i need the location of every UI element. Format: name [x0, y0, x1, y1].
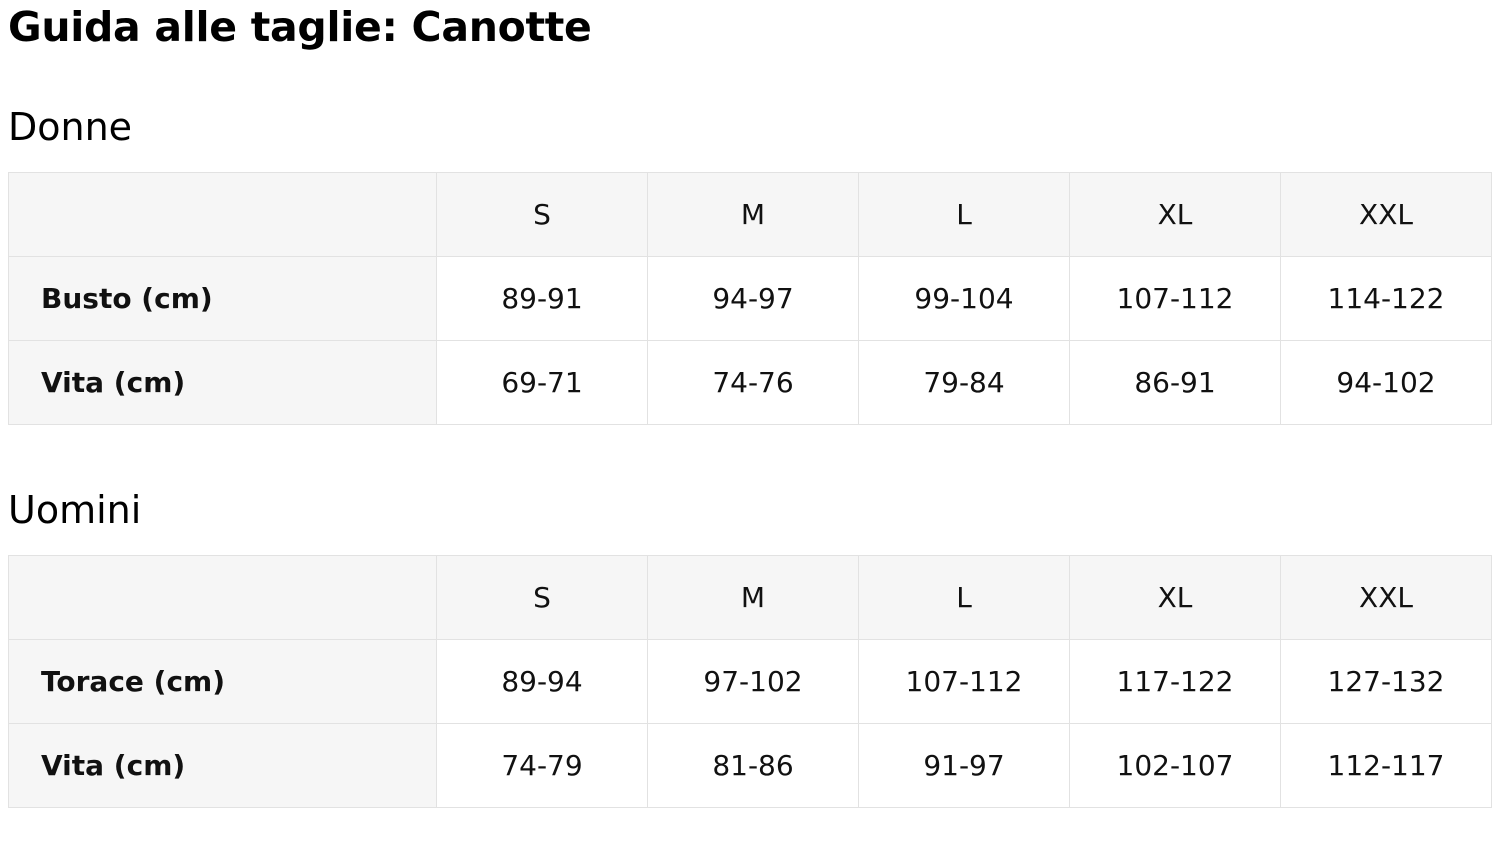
cell-bust-m: 94-97: [648, 257, 859, 341]
table-header-women: [9, 173, 1492, 257]
row-label-waist: Vita (cm): [9, 341, 437, 425]
row-label-chest: Torace (cm): [9, 640, 437, 724]
table-row: [9, 257, 1492, 341]
table-row: [9, 640, 1492, 724]
column-header-m: M: [648, 173, 859, 257]
cell-chest-xxl: 127-132: [1281, 640, 1492, 724]
cell-chest-l: 107-112: [859, 640, 1070, 724]
cell-chest-s: 89-94: [437, 640, 648, 724]
column-header-m: M: [648, 556, 859, 640]
cell-chest-m: 97-102: [648, 640, 859, 724]
column-header-xl: XL: [1070, 173, 1281, 257]
table-row: [9, 724, 1492, 808]
section-heading-men: Uomini: [8, 488, 142, 532]
page-title: Guida alle taglie: Canotte: [8, 3, 592, 51]
table-corner-cell: [9, 556, 437, 640]
table-header-row: [9, 556, 1492, 640]
table-row: [9, 341, 1492, 425]
size-table-women: [8, 172, 1492, 425]
cell-waist-xl: 102-107: [1070, 724, 1281, 808]
cell-waist-m: 74-76: [648, 341, 859, 425]
row-label-bust: Busto (cm): [9, 257, 437, 341]
cell-bust-l: 99-104: [859, 257, 1070, 341]
column-header-s: S: [437, 556, 648, 640]
cell-bust-xxl: 114-122: [1281, 257, 1492, 341]
table-body-women: [9, 257, 1492, 425]
column-header-xxl: XXL: [1281, 556, 1492, 640]
column-header-l: L: [859, 556, 1070, 640]
table-header-men: [9, 556, 1492, 640]
section-heading-women: Donne: [8, 105, 133, 149]
cell-bust-s: 89-91: [437, 257, 648, 341]
cell-waist-l: 91-97: [859, 724, 1070, 808]
table-header-row: [9, 173, 1492, 257]
cell-waist-xxl: 94-102: [1281, 341, 1492, 425]
column-header-xl: XL: [1070, 556, 1281, 640]
cell-waist-m: 81-86: [648, 724, 859, 808]
cell-waist-xxl: 112-117: [1281, 724, 1492, 808]
cell-waist-s: 74-79: [437, 724, 648, 808]
table-body-men: [9, 640, 1492, 808]
table-corner-cell: [9, 173, 437, 257]
column-header-s: S: [437, 173, 648, 257]
column-header-l: L: [859, 173, 1070, 257]
size-table-men: [8, 555, 1492, 808]
row-label-waist: Vita (cm): [9, 724, 437, 808]
cell-waist-l: 79-84: [859, 341, 1070, 425]
cell-chest-xl: 117-122: [1070, 640, 1281, 724]
cell-waist-xl: 86-91: [1070, 341, 1281, 425]
cell-waist-s: 69-71: [437, 341, 648, 425]
column-header-xxl: XXL: [1281, 173, 1492, 257]
cell-bust-xl: 107-112: [1070, 257, 1281, 341]
